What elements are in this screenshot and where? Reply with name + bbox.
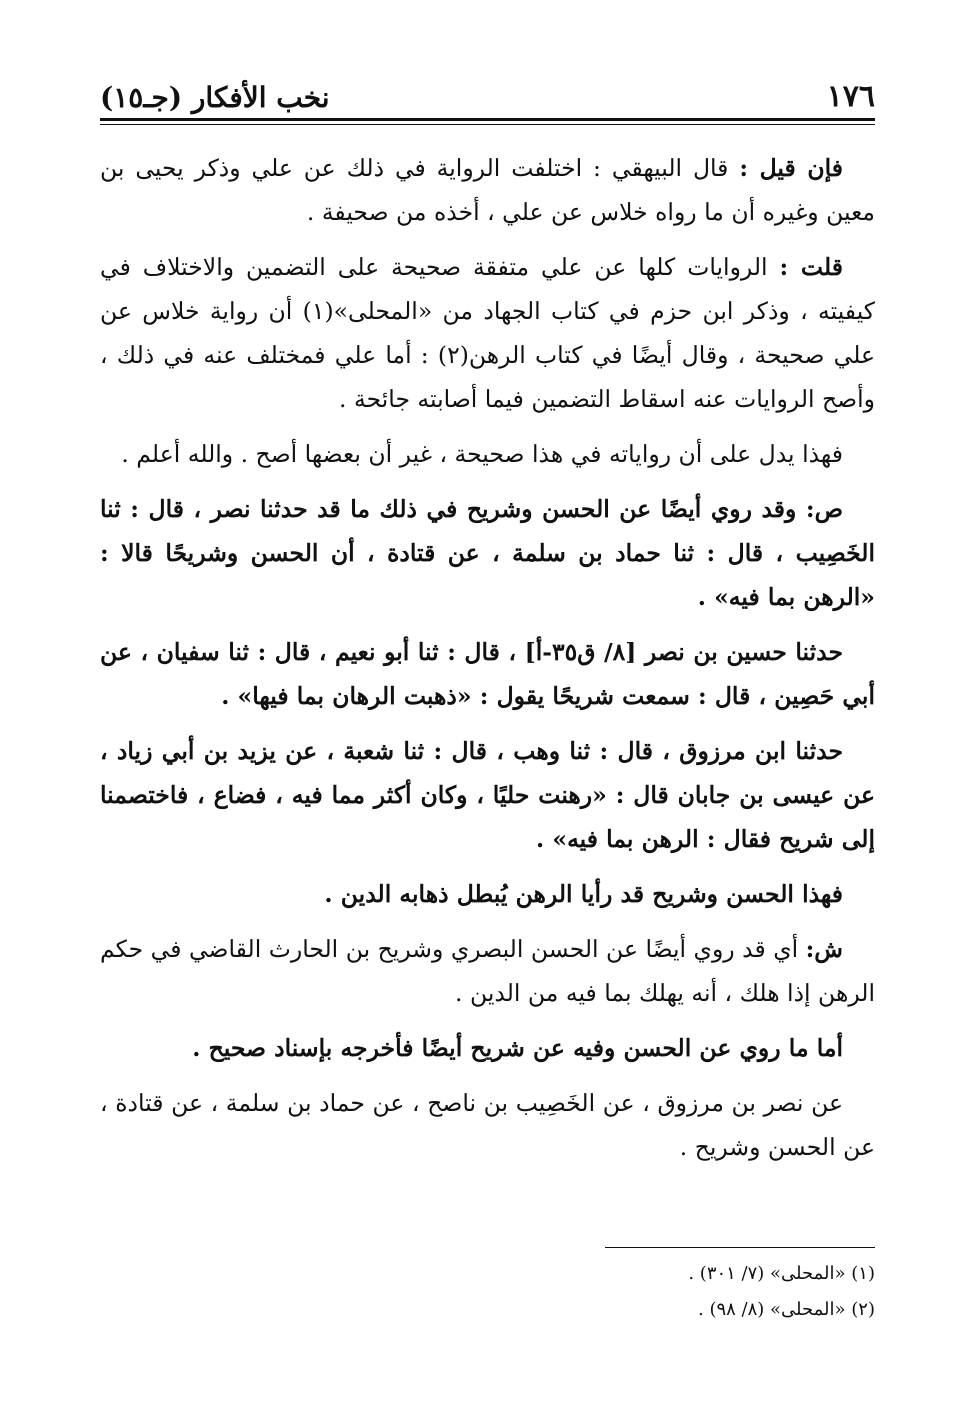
paragraph-lead: فإن قيل : — [739, 154, 843, 182]
footnotes — [100, 1256, 875, 1328]
paragraph — [100, 487, 875, 619]
footnote: (١) «المحلى» (٧/ ٣٠١) . — [688, 1263, 875, 1284]
paragraph-text: فهذا الحسن وشريح قد رأيا الرهن يُبطل ذهابه الدين . — [324, 880, 843, 908]
footnote-separator — [605, 1247, 875, 1248]
header-rule — [100, 118, 875, 121]
paragraph — [100, 146, 875, 234]
page-header — [100, 74, 875, 114]
footnote: (٢) «المحلى» (٨/ ٩٨) . — [698, 1299, 875, 1320]
paragraph-text: أي قد روي أيضًا عن الحسن البصري وشريح بن الحارث القاضي في حكم الرهن إذا هلك ، أنه يهلك بما فيه من الدين . — [100, 935, 875, 1007]
header-rule-thin — [100, 124, 875, 125]
page-number: ١٧٦ — [826, 79, 875, 114]
paragraph — [100, 927, 875, 1015]
main-text — [100, 146, 875, 1180]
paragraph-lead: قلت : — [779, 253, 843, 281]
book-title: نخب الأفكار (جـ١٥) — [100, 81, 330, 114]
paragraph-text: حدثنا حسين بن نصر [٨/ ق٣٥-أ] ، قال : ثنا أبو نعيم ، قال : ثنا سفيان ، عن أبي حَصِين ، قال : سمعت شريحًا يقول : «ذهبت الرهان بما فيها» . — [100, 638, 875, 710]
paragraph-text: وقد روي أيضًا عن الحسن وشريح في ذلك ما قد حدثنا نصر ، قال : ثنا الخَصِيب ، قال : ثنا حماد بن سلمة ، عن قتادة ، أن الحسن وشريحًا قالا : «الرهن بما فيه» . — [100, 495, 875, 611]
paragraph — [100, 729, 875, 861]
paragraph-text: عن نصر بن مرزوق ، عن الخَصِيب بن ناصح ، عن حماد بن سلمة ، عن قتادة ، عن الحسن وشريح . — [100, 1089, 875, 1161]
paragraph-text: الروايات كلها عن علي متفقة صحيحة على التضمين والاختلاف في كيفيته ، وذكر ابن حزم في كتاب الجهاد من «المحلى»(١) أن رواية خلاس عن علي صحيحة ، وقال أيضًا في كتاب الرهن(٢) : أما علي فمختلف عنه في ذلك ، وأصح الروايات عنه اسقاط التضمين فيما أصابته جائحة . — [100, 253, 875, 413]
paragraph-text: قال البيهقي : اختلفت الرواية في ذلك عن علي وذكر يحيى بن معين وغيره أن ما رواه خلاس عن علي ، أخذه من صحيفة . — [100, 154, 875, 226]
paragraph — [100, 872, 875, 916]
paragraph-lead: ش: — [805, 935, 843, 963]
paragraph — [100, 1026, 875, 1070]
paragraph-lead: ص: — [805, 495, 843, 523]
paragraph — [100, 630, 875, 718]
paragraph — [100, 432, 875, 476]
paragraph — [100, 1081, 875, 1169]
paragraph-text: حدثنا ابن مرزوق ، قال : ثنا وهب ، قال : ثنا شعبة ، عن يزيد بن أبي زياد ، عن عيسى بن جابان قال : «رهنت حليًا ، وكان أكثر مما فيه ، فضاع ، فاختصمنا إلى شريح فقال : الرهن بما فيه» . — [100, 737, 875, 853]
paragraph-text: أما ما روي عن الحسن وفيه عن شريح أيضًا فأخرجه بإسناد صحيح . — [192, 1034, 843, 1062]
paragraph-text: فهذا يدل على أن رواياته في هذا صحيحة ، غير أن بعضها أصح . والله أعلم . — [121, 440, 843, 468]
paragraph — [100, 245, 875, 421]
